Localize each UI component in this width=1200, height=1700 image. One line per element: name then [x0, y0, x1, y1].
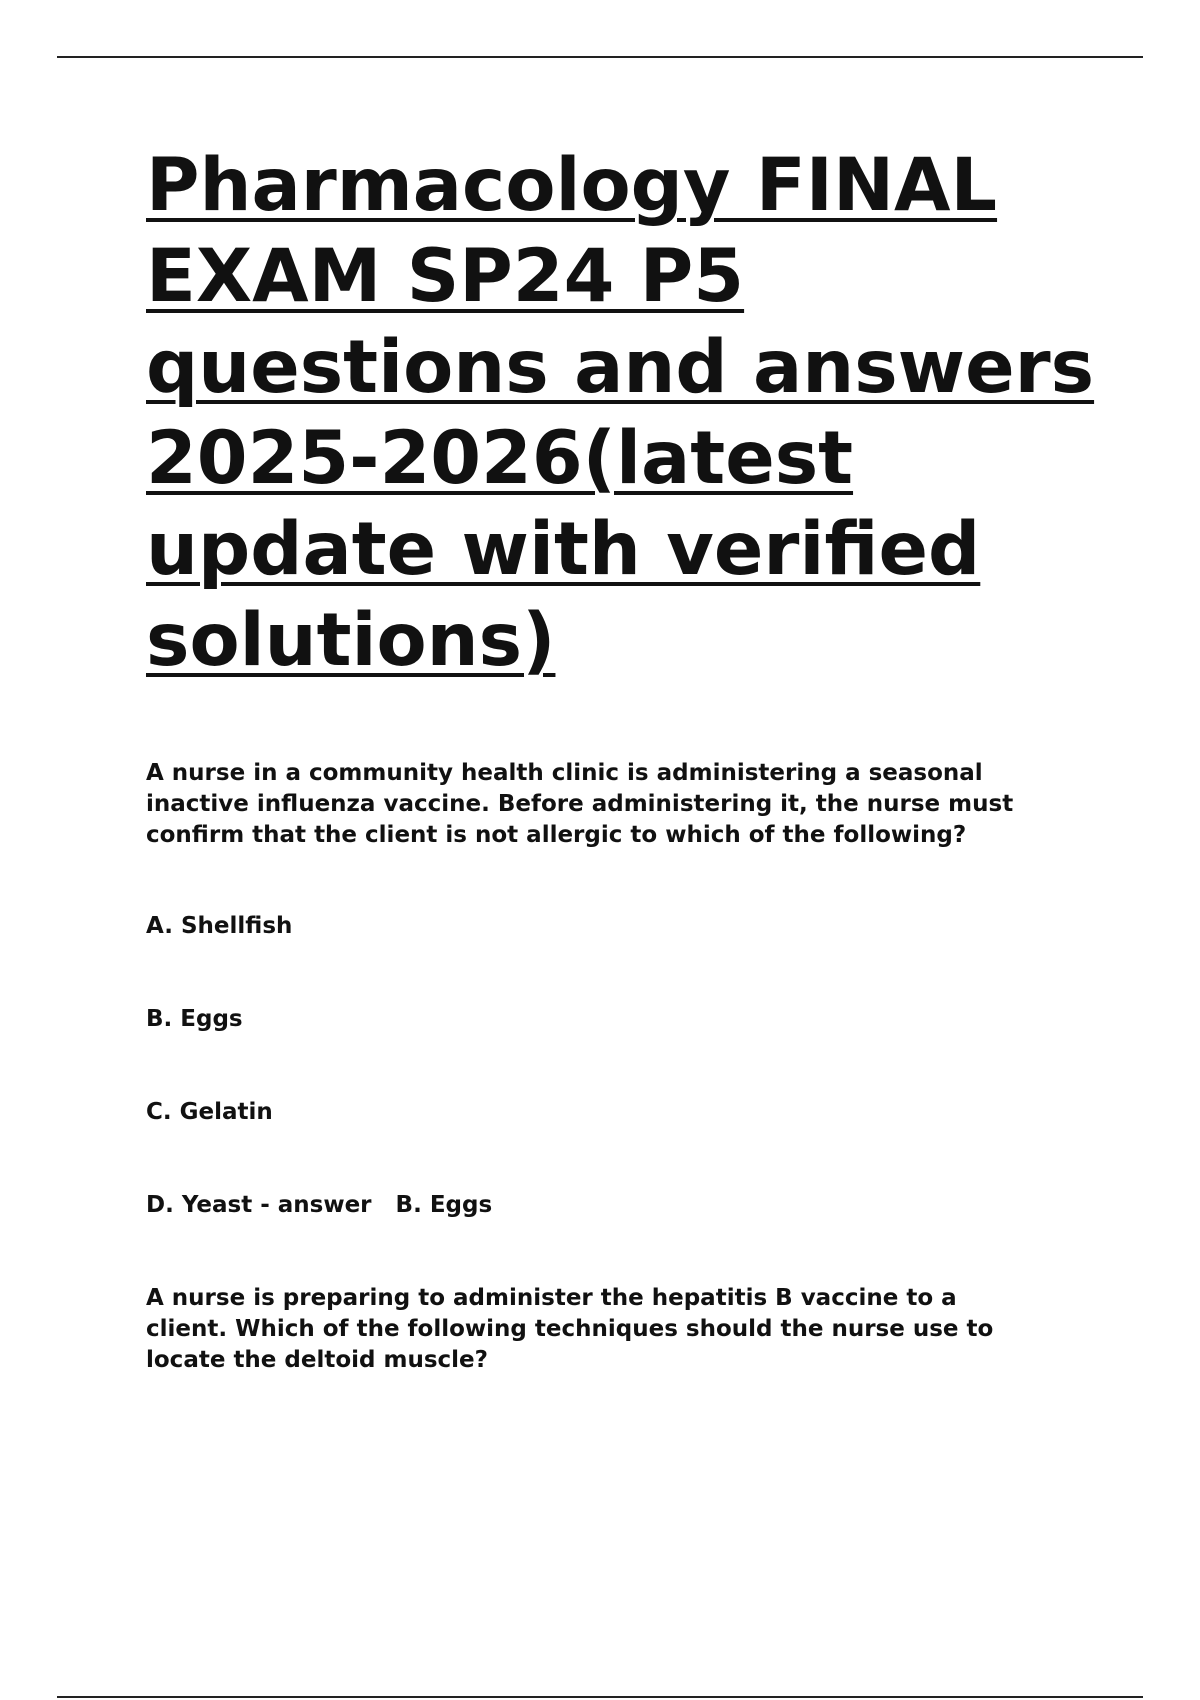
- option-c: C. Gelatin: [146, 1099, 273, 1125]
- question-2-text: A nurse is preparing to administer the hepatitis B vaccine to a client. Which of the following techniques should the nurse use to locate the deltoid muscle?: [146, 1285, 994, 1373]
- option-b: B. Eggs: [146, 1006, 243, 1032]
- question-1-options: [146, 911, 1106, 1221]
- document-body: [146, 140, 1106, 1376]
- answer-label: - answer: [252, 1192, 396, 1218]
- question-1-text: A nurse in a community health clinic is administering a seasonal inactive influenza vaccine. Before administering it, the nurse must confirm that the client is not allergic to which of the following?: [146, 760, 1014, 848]
- option-d-with-answer: [146, 1190, 1106, 1221]
- top-divider: [57, 56, 1143, 58]
- document-title: Pharmacology FINAL EXAM SP24 P5 questions and answers 2025-2026(latest update with verified solutions): [146, 143, 1095, 683]
- option-d: D. Yeast: [146, 1192, 253, 1218]
- option-a: A. Shellfish: [146, 913, 293, 939]
- bottom-divider: [57, 1696, 1143, 1698]
- answer-value: B. Eggs: [395, 1192, 493, 1218]
